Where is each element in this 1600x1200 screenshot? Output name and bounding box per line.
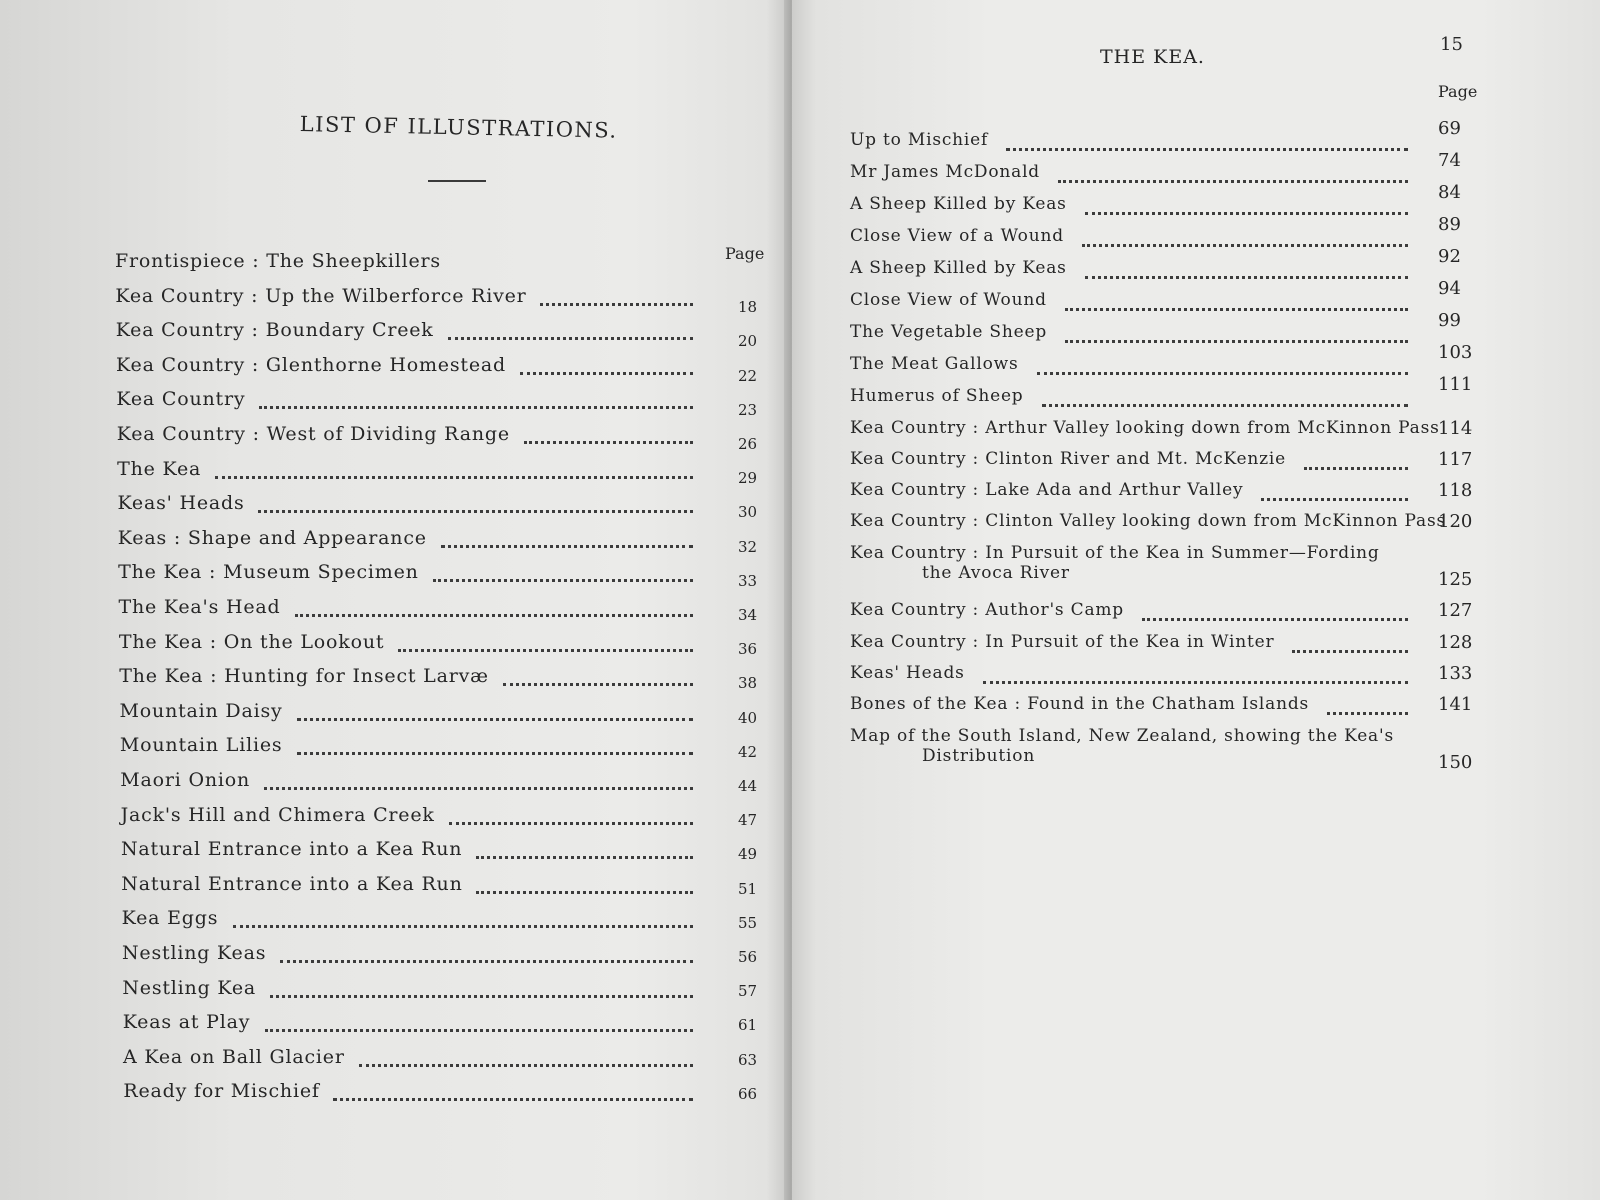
entry-page: 18 bbox=[737, 298, 758, 317]
list-item bbox=[850, 632, 1473, 653]
entry-label: Mr James McDonald bbox=[850, 162, 1040, 182]
entry-label: Kea Country : Up the Wilberforce River bbox=[115, 284, 527, 307]
left-page bbox=[0, 0, 790, 1200]
dot-leader bbox=[1085, 262, 1408, 279]
entry-label: Frontispiece : The Sheepkillers bbox=[115, 250, 441, 272]
entry-label: Kea Country : Clinton River and Mt. McKenzie bbox=[850, 449, 1287, 469]
dot-leader bbox=[433, 565, 693, 582]
list-item bbox=[117, 526, 758, 556]
dot-leader bbox=[441, 531, 693, 548]
dot-leader bbox=[1065, 294, 1408, 311]
entry-label: Keas' Heads bbox=[117, 492, 245, 515]
dot-leader bbox=[1304, 453, 1408, 470]
entry-page: 57 bbox=[737, 982, 758, 1001]
entry-page: 47 bbox=[737, 811, 758, 830]
entry-page: 51 bbox=[737, 879, 758, 898]
list-item bbox=[123, 1045, 758, 1069]
entry-page: 150 bbox=[1438, 752, 1473, 773]
dot-leader bbox=[265, 1015, 693, 1032]
entry-label: Close View of Wound bbox=[850, 290, 1047, 310]
page-column-label-left: Page bbox=[725, 244, 765, 263]
list-item bbox=[850, 543, 1473, 590]
entry-label: Close View of a Wound bbox=[850, 226, 1064, 246]
list-item bbox=[850, 600, 1473, 621]
list-item bbox=[118, 630, 758, 659]
entry-page: 20 bbox=[737, 332, 758, 351]
list-item bbox=[116, 388, 758, 419]
dot-leader bbox=[264, 773, 693, 790]
entry-page: 111 bbox=[1438, 374, 1473, 395]
entry-page: 118 bbox=[1438, 480, 1473, 501]
list-item bbox=[850, 310, 1470, 342]
title-rule bbox=[428, 180, 486, 182]
dot-leader bbox=[258, 496, 693, 513]
entry-page: 125 bbox=[1438, 569, 1473, 590]
entry-label: Kea Country : Author's Camp bbox=[850, 600, 1124, 620]
entry-label: Mountain Lilies bbox=[119, 734, 283, 757]
entry-page: 63 bbox=[737, 1050, 758, 1069]
dot-leader bbox=[1042, 390, 1408, 407]
entry-label: The Kea's Head bbox=[118, 596, 281, 618]
list-item bbox=[117, 457, 758, 488]
page-column-label-right: Page bbox=[1438, 82, 1478, 101]
entry-page: 120 bbox=[1438, 511, 1473, 532]
dot-leader bbox=[297, 738, 693, 755]
list-item bbox=[850, 374, 1473, 406]
entry-label: Up to Mischief bbox=[850, 130, 989, 150]
entry-page: 127 bbox=[1438, 600, 1473, 621]
entry-label: Kea Country : In Pursuit of the Kea in Summer—Fording bbox=[850, 543, 1380, 563]
list-item bbox=[119, 699, 758, 727]
entry-label: Map of the South Island, New Zealand, showing the Kea's bbox=[850, 726, 1394, 746]
dot-leader bbox=[1085, 198, 1408, 215]
dot-leader bbox=[1006, 134, 1408, 151]
list-item bbox=[850, 278, 1470, 310]
list-item bbox=[119, 665, 758, 693]
entry-page: 89 bbox=[1438, 214, 1461, 235]
list-item bbox=[850, 150, 1470, 182]
entry-page: 38 bbox=[737, 674, 758, 693]
list-item bbox=[120, 769, 758, 795]
list-item bbox=[115, 250, 715, 272]
dot-leader bbox=[983, 667, 1408, 684]
running-title: THE KEA. bbox=[1100, 46, 1205, 68]
dot-leader bbox=[524, 427, 693, 444]
entry-page: 30 bbox=[737, 503, 758, 522]
dot-leader bbox=[476, 842, 693, 859]
entry-page: 33 bbox=[737, 571, 758, 590]
dot-leader bbox=[448, 323, 693, 340]
entry-page: 42 bbox=[737, 742, 758, 761]
entry-label: Kea Country : Lake Ada and Arthur Valley bbox=[850, 480, 1244, 500]
entry-label: Keas : Shape and Appearance bbox=[117, 526, 427, 549]
dot-leader bbox=[520, 358, 693, 375]
entry-label: The Kea : Museum Specimen bbox=[118, 561, 419, 584]
entry-page: 128 bbox=[1438, 632, 1473, 653]
entry-page: 36 bbox=[737, 640, 758, 659]
list-item bbox=[850, 449, 1473, 470]
entry-label: Natural Entrance into a Kea Run bbox=[120, 838, 463, 861]
entry-page: 94 bbox=[1438, 278, 1461, 299]
entry-label: Keas' Heads bbox=[850, 663, 965, 683]
entry-label: Kea Eggs bbox=[121, 907, 219, 930]
dot-leader bbox=[270, 981, 693, 998]
list-item bbox=[850, 214, 1470, 246]
entry-label: Nestling Kea bbox=[122, 976, 257, 999]
entry-page: 117 bbox=[1438, 449, 1473, 470]
list-item bbox=[120, 803, 758, 830]
entry-label: The Meat Gallows bbox=[850, 354, 1019, 374]
entry-label: A Kea on Ball Glacier bbox=[123, 1045, 345, 1068]
entry-page: 55 bbox=[737, 913, 758, 932]
entry-label: Mountain Daisy bbox=[119, 699, 283, 722]
entry-label: Natural Entrance into a Kea Run bbox=[121, 872, 463, 895]
list-item bbox=[121, 907, 758, 932]
entry-page: 29 bbox=[737, 469, 758, 488]
list-item bbox=[119, 734, 758, 761]
entry-label: A Sheep Killed by Keas bbox=[850, 258, 1067, 278]
entry-label: Kea Country : West of Dividing Range bbox=[116, 423, 510, 445]
entry-page: 26 bbox=[738, 435, 758, 453]
list-item bbox=[850, 246, 1470, 278]
list-item bbox=[122, 976, 758, 1001]
entry-label-continued: the Avoca River bbox=[922, 563, 1070, 583]
list-item bbox=[121, 872, 758, 898]
entry-page: 34 bbox=[738, 606, 758, 624]
entry-label: The Kea bbox=[117, 457, 202, 480]
dot-leader bbox=[295, 600, 694, 617]
dot-leader bbox=[259, 392, 693, 409]
dot-leader bbox=[1082, 230, 1408, 247]
list-item bbox=[850, 511, 1473, 532]
entry-page: 74 bbox=[1438, 150, 1461, 171]
entry-label: Keas at Play bbox=[122, 1011, 251, 1034]
list-item bbox=[118, 596, 758, 624]
list-item bbox=[117, 492, 758, 522]
list-title: LIST OF ILLUSTRATIONS. bbox=[299, 112, 618, 143]
dot-leader bbox=[1058, 166, 1408, 183]
entry-page: 66 bbox=[737, 1084, 758, 1103]
entry-label: Kea Country : Clinton Valley looking down from McKinnon Pass bbox=[850, 511, 1447, 531]
entry-page: 84 bbox=[1438, 182, 1461, 203]
dot-leader bbox=[333, 1084, 693, 1101]
entry-page: 40 bbox=[737, 708, 758, 727]
entry-label: Kea Country : Arthur Valley looking down from McKinnon Pass bbox=[850, 418, 1440, 438]
entry-page: 32 bbox=[737, 537, 758, 556]
entry-page: 56 bbox=[738, 948, 758, 966]
entry-label: Jack's Hill and Chimera Creek bbox=[120, 803, 435, 826]
entry-label: Kea Country : Glenthorne Homestead bbox=[116, 353, 506, 376]
entry-page: 49 bbox=[737, 845, 758, 864]
list-item bbox=[850, 726, 1473, 773]
list-item bbox=[122, 1011, 758, 1035]
dot-leader bbox=[297, 704, 693, 721]
list-item bbox=[123, 1080, 758, 1103]
list-item bbox=[850, 118, 1470, 150]
entry-label: Kea Country : Boundary Creek bbox=[115, 319, 434, 342]
entry-label: Ready for Mischief bbox=[123, 1080, 320, 1103]
dot-leader bbox=[1261, 484, 1408, 501]
entry-label: Nestling Keas bbox=[122, 942, 267, 964]
entry-label: The Vegetable Sheep bbox=[850, 322, 1048, 342]
entry-page: 69 bbox=[1438, 118, 1461, 139]
list-item bbox=[115, 319, 758, 351]
entry-label: Kea Country : In Pursuit of the Kea in Winter bbox=[850, 632, 1275, 652]
dot-leader bbox=[1142, 604, 1408, 621]
entry-page: 133 bbox=[1438, 663, 1473, 684]
entry-page: 103 bbox=[1438, 342, 1473, 363]
entry-label: Bones of the Kea : Found in the Chatham Islands bbox=[850, 694, 1310, 714]
dot-leader bbox=[398, 635, 693, 652]
dot-leader bbox=[540, 289, 693, 306]
entry-page: 92 bbox=[1438, 246, 1461, 267]
dot-leader bbox=[449, 808, 693, 825]
list-item bbox=[115, 284, 758, 317]
entry-page: 23 bbox=[737, 400, 758, 419]
entry-label-continued: Distribution bbox=[922, 746, 1036, 766]
page-number: 15 bbox=[1440, 34, 1463, 55]
list-item bbox=[850, 663, 1473, 684]
list-item bbox=[850, 182, 1470, 214]
entry-label: Kea Country bbox=[116, 388, 246, 411]
dot-leader bbox=[1065, 326, 1408, 343]
entry-page: 61 bbox=[737, 1016, 758, 1035]
entry-label: A Sheep Killed by Keas bbox=[850, 194, 1067, 214]
dot-leader bbox=[1292, 636, 1408, 653]
list-item bbox=[850, 342, 1473, 374]
entry-page: 141 bbox=[1438, 694, 1473, 715]
dot-leader bbox=[503, 669, 693, 686]
list-item bbox=[120, 838, 758, 864]
dot-leader bbox=[233, 911, 693, 928]
list-item bbox=[116, 353, 758, 385]
entry-label: The Kea : On the Lookout bbox=[118, 630, 385, 653]
entry-page: 44 bbox=[738, 777, 758, 795]
dot-leader bbox=[215, 462, 693, 479]
list-item bbox=[850, 694, 1473, 715]
list-item bbox=[118, 561, 758, 590]
entry-label: Maori Onion bbox=[120, 769, 251, 791]
list-item bbox=[850, 418, 1473, 439]
dot-leader bbox=[1327, 698, 1408, 715]
dot-leader bbox=[476, 877, 693, 894]
list-item bbox=[850, 480, 1473, 501]
dot-leader bbox=[1037, 358, 1408, 375]
list-item bbox=[122, 942, 758, 966]
list-item bbox=[116, 423, 758, 453]
dot-leader bbox=[359, 1050, 693, 1067]
entry-label: The Kea : Hunting for Insect Larvæ bbox=[119, 665, 489, 688]
dot-leader bbox=[280, 946, 693, 963]
entry-page: 114 bbox=[1438, 418, 1473, 439]
entry-page: 22 bbox=[737, 366, 758, 385]
entry-label: Humerus of Sheep bbox=[850, 386, 1024, 406]
entry-page: 99 bbox=[1438, 310, 1461, 331]
